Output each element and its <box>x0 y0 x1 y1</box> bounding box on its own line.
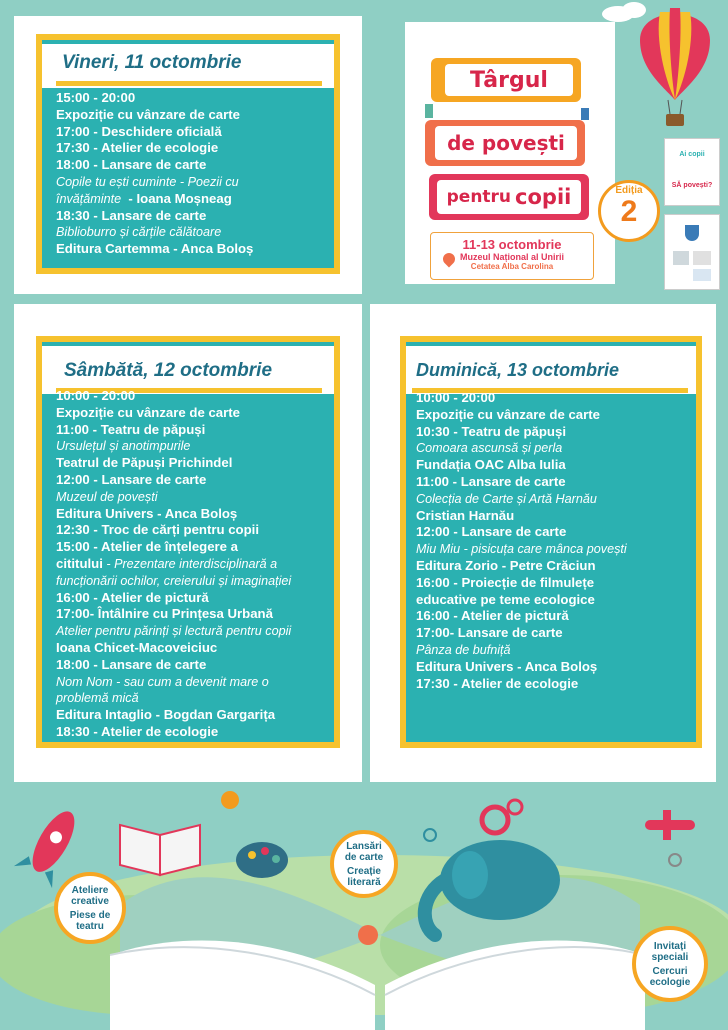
schedule-line: Editura Zorio - Petre Crăciun <box>416 557 596 573</box>
book-middle <box>425 120 585 166</box>
schedule-line: 10:00 - 20:00 <box>416 390 496 405</box>
logo-line2: de povești <box>435 126 577 160</box>
logo-placeholder-2 <box>693 251 711 265</box>
schedule-line: 17:30 - Atelier de ecologie <box>56 140 219 156</box>
hot-air-balloon-icon <box>600 0 728 140</box>
friday-title-underline <box>56 81 322 86</box>
bubble-right-line2: speciali <box>651 951 689 963</box>
schedule-line: Ioana Chicet-Macoveiciuc <box>56 639 218 655</box>
bubble-launches <box>330 830 398 898</box>
schedule-line: 11:00 - Teatru de păpuși <box>56 421 206 437</box>
schedule-line: 12:30 - Troc de cărți pentru copii <box>56 522 259 538</box>
book-stripe-green <box>425 104 433 118</box>
schedule-line: Ursulețul și anotimpurile <box>56 439 191 454</box>
sponsor-logos <box>664 214 720 290</box>
sunday-title: Duminică, 13 octombrie <box>416 360 620 380</box>
bubble-left-line1: Ateliere <box>71 884 109 896</box>
logo-line3a: pentru <box>446 187 512 207</box>
bubble-mid-line1: Lansări <box>346 840 382 852</box>
schedule-line-bold: cititului <box>56 555 103 571</box>
schedule-line: funcționării ochilor, creierului și imaginației <box>56 573 292 588</box>
schedule-line: 16:00 - Atelier de pictură <box>56 589 209 605</box>
schedule-line: 17:00- Lansare de carte <box>416 625 563 641</box>
bubble-mid-line2: de carte <box>344 851 384 863</box>
schedule-line: 10:00 - 20:00 <box>56 388 136 403</box>
schedule-line: Biblioburro și cărțile călătoare <box>56 225 222 240</box>
friday-schedule <box>56 90 253 258</box>
saturday-title: Sâmbătă, 12 octombrie <box>64 360 273 381</box>
saturday-card <box>36 336 340 748</box>
schedule-line: Miu Miu - pisicuța care mânca povești <box>416 542 627 557</box>
schedule-line: Editura Cartemma - Anca Boloș <box>56 241 254 257</box>
sticker-line2: SĂ povești? <box>671 182 713 189</box>
friday-title: Vineri, 11 octombrie <box>62 52 242 73</box>
logo-placeholder-3 <box>693 269 711 281</box>
schedule-line: Pânza de bufniță <box>416 642 511 657</box>
schedule-line: Editura Intaglio - Bogdan Gargarița <box>56 707 276 723</box>
sunday-schedule <box>416 390 627 692</box>
schedule-line: educative pe teme ecologice <box>416 591 595 607</box>
dates-box <box>430 232 594 280</box>
bubble-right-line1: Invitați <box>653 940 687 952</box>
schedule-line: Cristian Harnău <box>416 507 515 523</box>
schedule-line: Teatrul de Păpuși Prichindel <box>56 455 233 471</box>
bubble-left-line3: Piese de <box>69 909 111 921</box>
schedule-line: Expoziție cu vânzare de carte <box>56 106 240 122</box>
schedule-line: problemă mică <box>56 691 139 706</box>
saturday-title-band <box>42 346 334 394</box>
schedule-line: 17:00- Întâlnire cu Prințesa Urbană <box>56 606 273 622</box>
schedule-line: Nom Nom - sau cum a devenit mare o <box>56 674 269 689</box>
schedule-line: Editura Univers - Anca Boloș <box>416 658 598 674</box>
logo-line3b: copii <box>515 185 572 209</box>
schedule-line: Muzeul de povești <box>56 489 158 504</box>
bubble-right-line3: Cercuri <box>652 965 688 977</box>
bubble-mid-line4: literară <box>347 876 381 888</box>
bubble-guests <box>632 926 708 1002</box>
bubble-left-line4: teatru <box>76 920 104 932</box>
book-bottom <box>429 174 589 220</box>
schedule-line: 18:30 - Atelier de ecologie <box>56 723 219 739</box>
bubble-mid-line3: Creație <box>347 865 381 877</box>
schedule-line: 15:00 - Atelier de înțelegere a <box>56 539 239 555</box>
dates-text: 11-13 octombrie <box>462 237 562 252</box>
friday-card <box>36 34 340 274</box>
schedule-line <box>56 556 291 573</box>
edition-badge <box>598 180 660 242</box>
saturday-schedule <box>56 388 291 741</box>
schedule-line: Colecția de Carte și Artă Harnău <box>416 491 597 506</box>
schedule-line: Fundația OAC Alba Iulia <box>416 457 566 473</box>
book-top <box>431 58 581 102</box>
bubble-workshops <box>54 872 126 944</box>
friday-title-band <box>42 44 334 88</box>
sunday-card <box>400 336 702 748</box>
schedule-line: Comoara ascunsă și perla <box>416 441 563 456</box>
edition-label: Ediția <box>615 185 643 196</box>
book-stripe-blue <box>581 108 589 120</box>
sunday-title-band <box>406 346 696 394</box>
schedule-line <box>56 191 253 208</box>
schedule-line: Atelier pentru părinți și lectură pentru copii <box>56 624 292 639</box>
schedule-line: 15:00 - 20:00 <box>56 90 136 105</box>
schedule-line: 11:00 - Lansare de carte <box>416 473 566 489</box>
schedule-line: Editura Univers - Anca Boloș <box>56 505 238 521</box>
logo-line1: Târgul <box>445 64 573 96</box>
schedule-line: 16:00 - Atelier de pictură <box>416 608 569 624</box>
sticker-line1: Ai copii <box>679 151 705 158</box>
shield-icon <box>685 225 699 241</box>
schedule-line: 18:00 - Lansare de carte <box>56 157 207 173</box>
schedule-line: 10:30 - Teatru de păpuși <box>416 423 566 439</box>
schedule-line: 17:00 - Deschidere oficială <box>56 123 222 139</box>
schedule-line: 17:30 - Atelier de ecologie <box>416 675 579 691</box>
schedule-line: Expoziție cu vânzare de carte <box>56 404 240 420</box>
bubble-left-line2: creative <box>71 895 109 907</box>
schedule-line: Expoziție cu vânzare de carte <box>416 406 600 422</box>
venue-line2: Cetatea Alba Carolina <box>470 262 554 271</box>
venue-line1: Muzeul Național al Unirii <box>459 252 564 262</box>
schedule-line-italic: - Prezentare interdisciplinară a <box>102 556 278 571</box>
schedule-line-bold: - Ioana Moșneag <box>121 190 232 206</box>
schedule-line: 12:00 - Lansare de carte <box>416 524 567 540</box>
schedule-line: 18:30 - Lansare de carte <box>56 207 207 223</box>
schedule-line-italic: învățăminte <box>56 191 122 206</box>
sticker-ai-copii <box>664 138 720 206</box>
schedule-line: 12:00 - Lansare de carte <box>56 471 207 487</box>
edition-number: 2 <box>620 195 638 228</box>
bubble-right-line4: ecologie <box>649 976 691 988</box>
logo-placeholder-1 <box>673 251 689 265</box>
schedule-line: Copile tu ești cuminte - Poezii cu <box>56 174 239 189</box>
schedule-line: 16:00 - Proiecție de filmulețe <box>416 574 595 590</box>
schedule-line: 18:00 - Lansare de carte <box>56 656 207 672</box>
